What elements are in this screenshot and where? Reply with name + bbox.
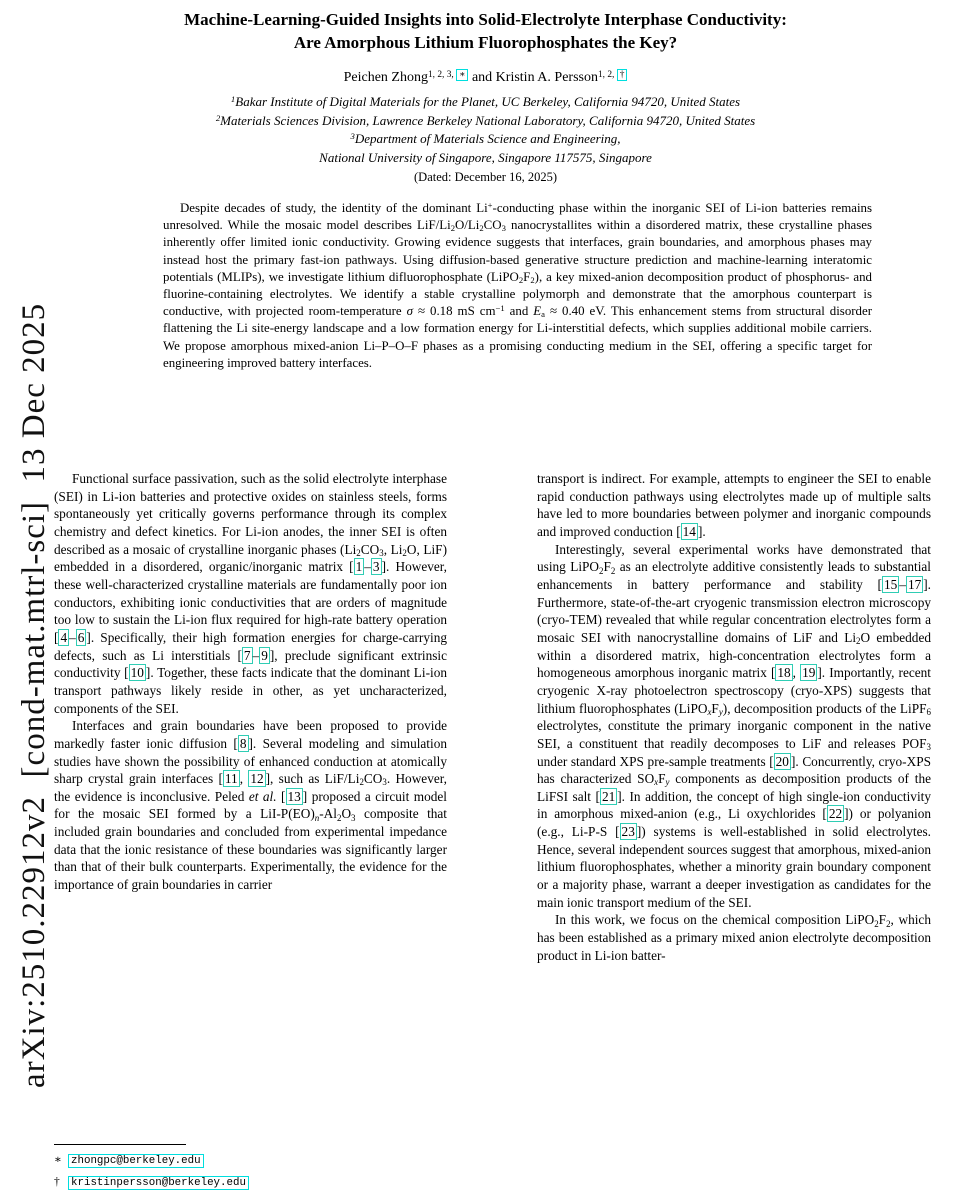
- subscript: 2: [402, 547, 407, 558]
- subscript: 3: [382, 777, 387, 788]
- citation-link[interactable]: 10: [130, 665, 144, 681]
- affiliation-line-4: National University of Singapore, Singapore 117575, Singapore: [319, 149, 652, 165]
- citation-link[interactable]: 1: [355, 559, 363, 575]
- superscript: 1, 2,: [597, 69, 617, 80]
- subscript: 2: [610, 565, 616, 576]
- body-column-right: [537, 470, 931, 1200]
- citation-link[interactable]: 11: [224, 771, 238, 787]
- subscript: a: [541, 309, 545, 320]
- citation-link[interactable]: 4: [60, 629, 68, 645]
- citation-link[interactable]: 22: [828, 806, 843, 822]
- citation-link[interactable]: 13: [287, 788, 301, 804]
- footnote-rule: [54, 1144, 186, 1145]
- paragraph-right-2: Interestingly, several experimental works have demonstrated that using $LiPO_2F_2$ as an electrolyte additive consistently leads to substantial enhancements in battery performance and stability [ 15 – 17 ]. Furthermore, state-of-the-art cryogenic transmission electron microscopy (cryo-TEM) revealed that while regular concentration electrolytes form a mosaic SEI with nanocrystalline domains of LiF and $Li_2O$ embedded within a disordered matrix, high-concentration electrolytes form a homogeneous amorphous inorganic matrix [ 18 , 19 ]. Importantly, recent cryogenic X-ray photoelectron spectroscopy (cryo-XPS) suggests that lithium fluorophosphates $(LiPO_xF_y)$, decomposition products of the LiPF$_6$ electrolytes, constitute the primary inorganic component in the native SEI, a constituent that readily decomposes to LiF and releases $POF_3$ under standard XPS pre-sample treatments [ 20 ]. Concurrently, cryo-XPS has characterized $SO_xF_y$ components as decomposition products of the LiFSI salt [ 21 ]. In addition, the concept of high single-ion conductivity in amorphous mixed-anion (e.g., Li oxychlorides [ 22 ]) or polyanion (e.g., Li-P-S [ 23 ]) systems is well-established in solid electrolytes. Hence, several independent sources suggest that amorphous, mixed-anion lithium fluorophosphates, whether a minority grain boundary component or a majority phase, warrant a deeper investigation as candidates for the main ionic transport medium of the SEI.: [537, 541, 931, 910]
- affiliation-line-3: $^3$Department of Materials Science and Engineering,: [350, 131, 621, 146]
- subscript: 2: [886, 918, 891, 929]
- footnote-marker: †: [54, 1176, 60, 1188]
- subscript: 2: [336, 812, 342, 823]
- paper-header: [85, 8, 886, 185]
- affiliation-line-2: $^2$Materials Sciences Division, Lawrence Berkeley National Laboratory, California 94720, United States: [215, 112, 756, 128]
- date-line: (Dated: December 16, 2025): [414, 170, 557, 184]
- citation-link[interactable]: 6: [77, 629, 85, 645]
- footnotes: [54, 1150, 447, 1194]
- italic-text: et al.: [248, 788, 277, 804]
- citation-link[interactable]: 3: [372, 559, 380, 575]
- paper-title: [85, 8, 886, 54]
- footnote-marker-link[interactable]: ∗: [456, 69, 468, 81]
- subscript: x: [707, 706, 712, 717]
- subscript: n: [314, 812, 320, 823]
- paragraph-right-3: In this work, we focus on the chemical composition $LiPO_2F_2$, which has been established as a primary mixed anion electrolyte decomposition product in Li-ion batter-: [537, 912, 931, 963]
- email-link[interactable]: kristinpersson@berkeley.edu: [68, 1176, 249, 1190]
- subscript: 3: [379, 547, 384, 558]
- footnote-item: [54, 1172, 447, 1194]
- paragraph-right-1: transport is indirect. For example, attempts to engineer the SEI to enable rapid conduction pathways using electrolytes made up of multiple salts have led to more boundaries between polymer and inorganic compounds and improved conduction [ 14 ].: [537, 471, 931, 539]
- superscript: 1: [230, 94, 236, 105]
- subscript: y: [718, 706, 723, 717]
- footnote-item: [54, 1150, 447, 1172]
- paragraph-left-1: Functional surface passivation, such as the solid electrolyte interphase (SEI) in Li-ion batteries and protective oxides on stainless steels, forms spontaneously yet critically governs performance through its complex chemistry and defect kinetics. For Li-ion anodes, the inner SEI is often described as a mosaic of crystalline inorganic phases ($Li_2CO_3$, $Li_2O$, LiF) embedded in a disordered, organic/inorganic matrix [ 1 – 3 ]. However, these well-characterized crystalline materials are fundamentally poor ion conductors, exhibiting ionic conductivities that are orders of magnitude too low to sustain the Li-ion flux required for high-rate battery operation [ 4 – 6 ]. Specifically, their high formation energies for charge-carrying defects, such as Li interstitials [ 7 – 9 ], preclude significant extrinsic conductivity [ 10 ]. Together, these facts indicate that the dominant Li-ion transport pathways likely reside in other, as yet uncharacterized, components of the SEI.: [54, 471, 447, 716]
- italic-text: E: [533, 304, 542, 319]
- citation-link[interactable]: 18: [777, 665, 791, 681]
- citation-link[interactable]: 20: [775, 753, 789, 769]
- citation-link[interactable]: 19: [802, 665, 816, 681]
- citation-link[interactable]: 15: [883, 576, 898, 592]
- subscript: 2: [518, 274, 524, 285]
- subscript: 2: [874, 918, 879, 929]
- abstract: Despite decades of study, the identity of the dominant Li+-conducting phase within the inorganic SEI of Li-ion batteries remains unresolved. While the mosaic model describes LiF/$Li_2O/Li_2CO_3$ nanocrystallites within a disordered matrix, these crystalline phases inherently offer limited ionic conductivity. Growing evidence suggests that interfaces, grain boundaries, and amorphous phases may instead host the primary fast-ion pathways. Using diffusion-based generative structure prediction and machine-learning interatomic potentials (MLIPs), we investigate lithium difluorophosphate $(LiPO_2F_2)$, a key mixed-anion decomposition product of phosphorus- and fluorine-containing electrolytes. We identify a stable crystalline polymorph and demonstrate that the amorphous counterpart is conductive, with projected room-temperature σ ≈ 0.18 mS $cm^{-1}$ and $E_a \approx 0.40$ eV. This enhancement stems from structural disorder flattening the Li site-energy landscape and a low formation energy for Li-interstitial defects, which supplies additional mobile carriers. We propose amorphous mixed-anion Li–P–O–F phases as a promising conducting medium in the SEI, offering a specific target for engineering improved battery interfaces.: [163, 200, 873, 370]
- footnote-marker-link[interactable]: †: [617, 69, 628, 81]
- superscript: [456, 70, 468, 80]
- subscript: 2: [479, 223, 484, 234]
- superscript: 3: [350, 131, 355, 142]
- italic-text: σ: [406, 304, 413, 319]
- superscript: 2: [215, 112, 221, 123]
- subscript: 2: [530, 274, 535, 285]
- title-line-2: Are Amorphous Lithium Fluorophosphates the Key?: [293, 33, 678, 52]
- superscript: +: [487, 200, 493, 211]
- subscript: 2: [359, 777, 364, 788]
- subscript: 3: [926, 742, 931, 753]
- affiliation-line-1: $^1$Bakar Institute of Digital Materials for the Planet, UC Berkeley, California 94720, United States: [230, 94, 741, 109]
- subscript: 2: [599, 565, 604, 576]
- subscript: y: [665, 777, 670, 788]
- citation-link[interactable]: 8: [239, 735, 247, 751]
- citation-link[interactable]: 9: [261, 647, 268, 663]
- arxiv-stamp: arXiv:2510.22912v2 [cond-mat.mtrl-sci] 13 Dec 2025: [16, 302, 52, 1088]
- superscript: [617, 70, 628, 80]
- citation-link[interactable]: 14: [682, 523, 696, 539]
- superscript: −1: [495, 303, 505, 314]
- superscript: 1, 2, 3,: [427, 69, 457, 80]
- subscript: 2: [856, 636, 861, 647]
- citation-link[interactable]: 23: [621, 824, 635, 840]
- citation-link[interactable]: 12: [250, 771, 264, 787]
- subscript: x: [654, 777, 659, 788]
- title-line-1: Machine-Learning-Guided Insights into Solid-Electrolyte Interphase Conductivity:: [184, 10, 787, 29]
- subscript: 3: [351, 812, 356, 823]
- subscript: 2: [356, 547, 361, 558]
- authors-line: Peichen Zhong$^{1, 2, 3,}$ ∗ and Kristin A. Persson$^{1, 2,}$ †: [85, 68, 886, 88]
- citation-link[interactable]: 7: [243, 647, 251, 663]
- citation-link[interactable]: 21: [601, 788, 616, 804]
- body-column-left: [54, 470, 447, 1142]
- footnote-marker: ∗: [54, 1154, 62, 1166]
- citation-link[interactable]: 17: [907, 576, 922, 592]
- email-link[interactable]: zhongpc@berkeley.edu: [68, 1154, 204, 1168]
- subscript: 2: [450, 223, 455, 234]
- subscript: 3: [501, 223, 506, 234]
- paragraph-left-2: Interfaces and grain boundaries have been proposed to provide markedly faster ionic diffusion [ 8 ]. Several modeling and simulation studies have shown the possibility of enhanced conduction at atomically sharp crystal grain interfaces [ 11 , 12 ], such as LiF/$Li_2CO_3$. However, the evidence is inconclusive. Peled et al. [ 13 ] proposed a circuit model for the mosaic SEI formed by a LiI-$P(EO)_n-Al_2O_3$ composite that included grain boundaries and concluded from experimental impedance data that the ionic resistance of these boundaries was significantly larger than that of their bulk counterparts. Experimentally, the evidence for the importance of grain boundaries in carrier: [54, 718, 447, 893]
- subscript: 6: [926, 706, 931, 717]
